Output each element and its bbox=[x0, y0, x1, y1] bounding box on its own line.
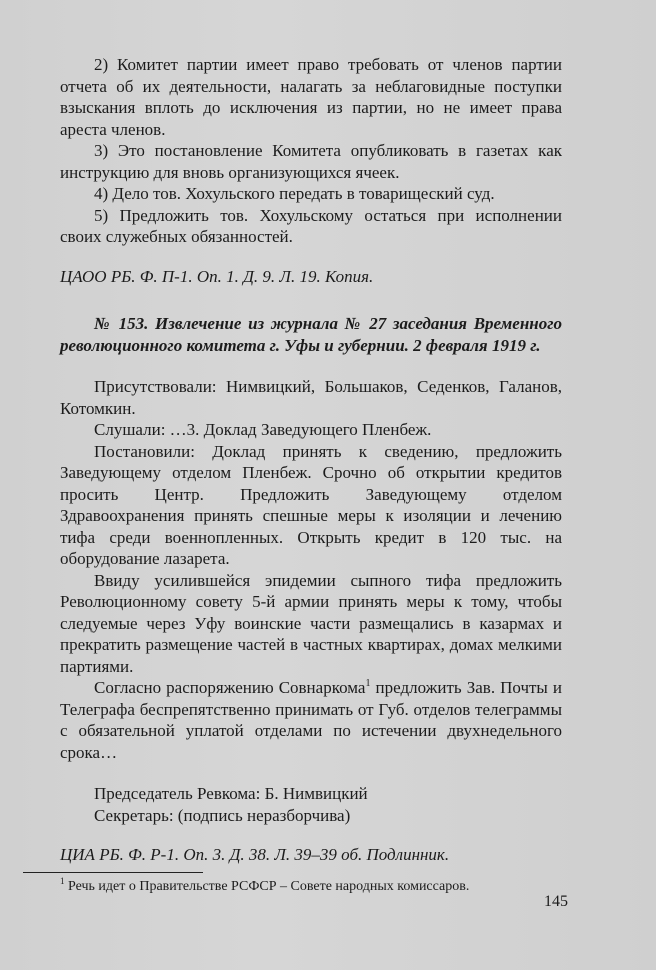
footnote-marker: 1 bbox=[60, 876, 65, 886]
footnote bbox=[60, 878, 560, 896]
footnote-reference: 1 bbox=[365, 678, 371, 689]
archive-source-2-text: ЦИА РБ. Ф. Р-1. Оп. 3. Д. 38. Л. 39–39 об. Подлинник. bbox=[60, 845, 450, 864]
paragraph-item-4: 4) Дело тов. Хохульского передать в товарищеский суд. bbox=[94, 184, 495, 203]
attendees-paragraph: Присутствовали: Нимвицкий, Большаков, Седенков, Галанов, Котомкин. bbox=[60, 377, 562, 418]
page-number: 145 bbox=[544, 893, 568, 910]
paragraph-item-2: 2) Комитет партии имеет право требовать от членов партии отчета об их деятельности, налагать за неблаговидные поступки взыскания вплоть до исключения из партии, но не имеет права ареста членов. bbox=[60, 55, 562, 139]
typhus-text: Ввиду усилившейся эпидемии сыпного тифа предложить Революционному совету 5-й армии принять меры к тому, чтобы следуемые через Уфу воинские части размещались в казармах и прекратить размещение частей в частных квартирах, домах мелкими партиями. bbox=[60, 570, 562, 676]
archive-source-2 bbox=[60, 844, 562, 866]
resolution-paragraph: Постановили: Доклад принять к сведению, предложить Заведующему отделом Пленбеж. Срочно об открытии кредитов просить Центр. Предложить Заведующему отделом Здравоохранения принять спешные меры к изоляции и лечению тифа среди военнопленных. Открыть кредит в 120 тыс. на оборудование лазарета. bbox=[60, 441, 562, 568]
paragraph-item-3: 3) Это постановление Комитета опубликовать в газетах как инструкцию для вновь организующихся ячеек. bbox=[60, 141, 562, 182]
chairman-signature: Председатель Ревкома: Б. Нимвицкий bbox=[94, 784, 368, 803]
telegraph-paragraph bbox=[60, 677, 562, 763]
footnote-text: Речь идет о Правительстве РСФСР – Совете народных комиссаров. bbox=[64, 879, 470, 894]
document-title: № 153. Извлечение из журнала № 27 заседания Временного революционного комитета г. Уфы и губернии. 2 февраля 1919 г. bbox=[60, 314, 562, 355]
archive-source-1: ЦАОО РБ. Ф. П-1. Оп. 1. Д. 9. Л. 19. Копия. bbox=[60, 266, 374, 286]
typhus-paragraph bbox=[60, 570, 562, 678]
telegraph-text-start: Согласно распоряжению Совнаркома bbox=[94, 678, 366, 697]
paragraph-item-5: 5) Предложить тов. Хохульскому остаться при исполнении своих служебных обязанностей. bbox=[60, 205, 562, 246]
page-body bbox=[60, 54, 562, 866]
telegraph-text-end: предложить Зав. Почты и Телеграфа беспрепятственно принимать от Губ. отделов телеграммы с обязательной уплатой отделами по истечении двухнедельного срока… bbox=[60, 678, 563, 762]
secretary-signature: Секретарь: (подпись неразборчива) bbox=[94, 805, 351, 825]
heard-paragraph: Слушали: …3. Доклад Заведующего Пленбеж. bbox=[94, 420, 432, 439]
footnote-divider bbox=[23, 872, 203, 873]
